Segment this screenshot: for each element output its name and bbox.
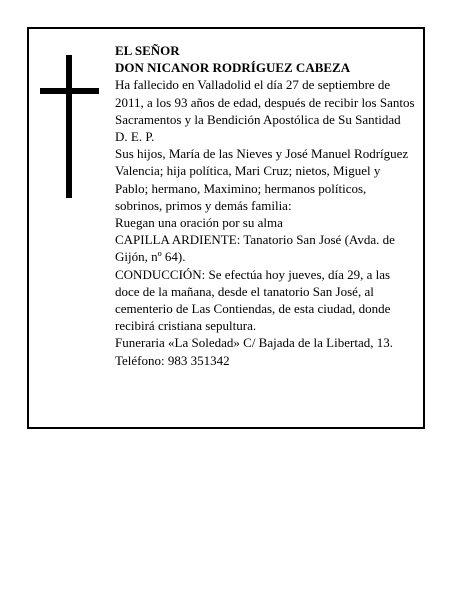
family-list: Sus hijos, María de las Nieves y José Manuel Rodríguez Valencia; hija política, Mari Cruz; nietos, Miguel y Pablo; hermano, Maximino; hermanos políticos, sobrinos, primos y demás familia: xyxy=(115,146,409,213)
cross-icon xyxy=(40,55,99,198)
title-line-1: EL SEÑOR xyxy=(115,43,180,58)
cross-horizontal-bar xyxy=(40,88,99,94)
prayer-request: Ruegan una oración por su alma xyxy=(115,215,283,231)
funeral-home: Funeraria «La Soledad» C/ Bajada de la Libertad, 13. xyxy=(115,335,393,351)
procession-info: CONDUCCIÓN: Se efectúa hoy jueves, día 29, a las doce de la mañana, desde el tanatorio San José, al cementerio de Las Contiendas, de esta ciudad, donde recibirá cristiana sepultura. xyxy=(115,266,391,334)
phone-number: Teléfono: 983 351342 xyxy=(115,352,230,368)
rip-text: D. E. P. xyxy=(115,129,155,145)
deceased-name: DON NICANOR RODRÍGUEZ CABEZA xyxy=(115,60,351,76)
chapel-info: CAPILLA ARDIENTE: Tanatorio San José (Avda. de Gijón, nº 64). xyxy=(115,232,395,265)
death-announcement: Ha fallecido en Valladolid el día 27 de septiembre de 2011, a los 93 años de edad, después de recibir los Santos Sacramentos y la Bendición Apostólica de Su Santidad xyxy=(115,77,415,127)
obituary-notice xyxy=(27,27,425,429)
cross-vertical-bar xyxy=(66,55,72,198)
notice-body xyxy=(115,42,415,369)
